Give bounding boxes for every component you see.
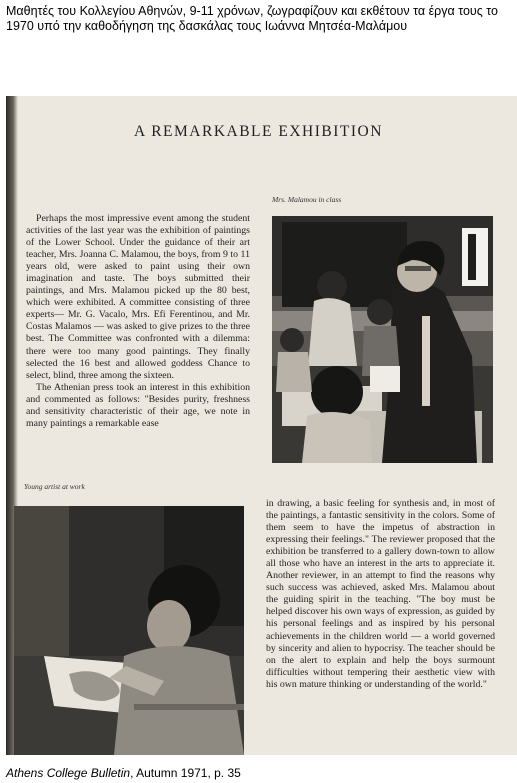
article-title: A REMARKABLE EXHIBITION bbox=[134, 123, 383, 140]
photo-caption-young-artist: Young artist at work bbox=[24, 482, 85, 491]
classroom-photo bbox=[272, 216, 493, 463]
photo-caption-classroom: Mrs. Malamou in class bbox=[272, 195, 342, 204]
publication-detail: , Autumn 1971, p. 35 bbox=[130, 766, 241, 780]
image-caption-greek: Μαθητές του Κολλεγίου Αθηνών, 9-11 χρόνων, ζωγραφίζουν και εκθέτουν τα έργα τους το 1970 υπό την καθοδήγηση της δασκάλας τους Ιωάννα Μητσέα-Μαλάμου bbox=[6, 4, 498, 33]
publication-title: Athens College Bulletin bbox=[6, 766, 131, 780]
scanned-page bbox=[6, 96, 517, 755]
source-citation bbox=[6, 766, 241, 780]
article-paragraph: Perhaps the most impressive event among the student activities of the last year was the exhibition of paintings of the Lower School. Under the guidance of their art teacher, Mrs. Joanna C. Malamou, the boys, from 9 to 11 years old, were asked to paint using their own imagination and taste. The boys submitted their paintings, and Mrs. Malamou picked up the 80 best, which were exhibited. A committee consisting of three experts— Mr. G. Vacalo, Mrs. Efi Ferentinou, and Mr. Costas Malamos — was asked to give prizes to the three best. The Committee was confronted with a dilemma: there were too many good paintings. They finally selected the 16 best and allowed goddess Chance to select, blind, three among the sixteen. bbox=[26, 213, 250, 381]
article-paragraph: The Athenian press took an interest in this exhibition and commented as follows: "Besides purity, freshness and sensitivity characteristic of their age, we note in many paintings a remarkable ease bbox=[26, 381, 250, 429]
article-column-2 bbox=[266, 498, 495, 691]
article-column-1 bbox=[26, 213, 250, 430]
article-paragraph: in drawing, a basic feeling for synthesis and, in most of the paintings, a fantastic sensitivity in the colors. Some of them seem to have the impetus of abstraction in expressing their feelings." The reviewer proposed that the exhibition be transferred to a gallery down-town to allow all those who have an interest in the arts to appreciate it. Another reviewer, in an attempt to find the reasons why such success was achieved, asked Mrs. Malamou about the guiding spirit in the teaching. "The boy must be helped discover his own ways of expression, as guided by his personal feelings and as inspired by his personal achievements in the children world — a world governed by sincerity and alien to hypocrisy. The teacher should be on the alert to explain and help the boys surmount difficulties without tempering their aesthetic view with his own mature thinking or understanding of the world." bbox=[266, 498, 495, 690]
young-artist-photo bbox=[14, 506, 244, 755]
